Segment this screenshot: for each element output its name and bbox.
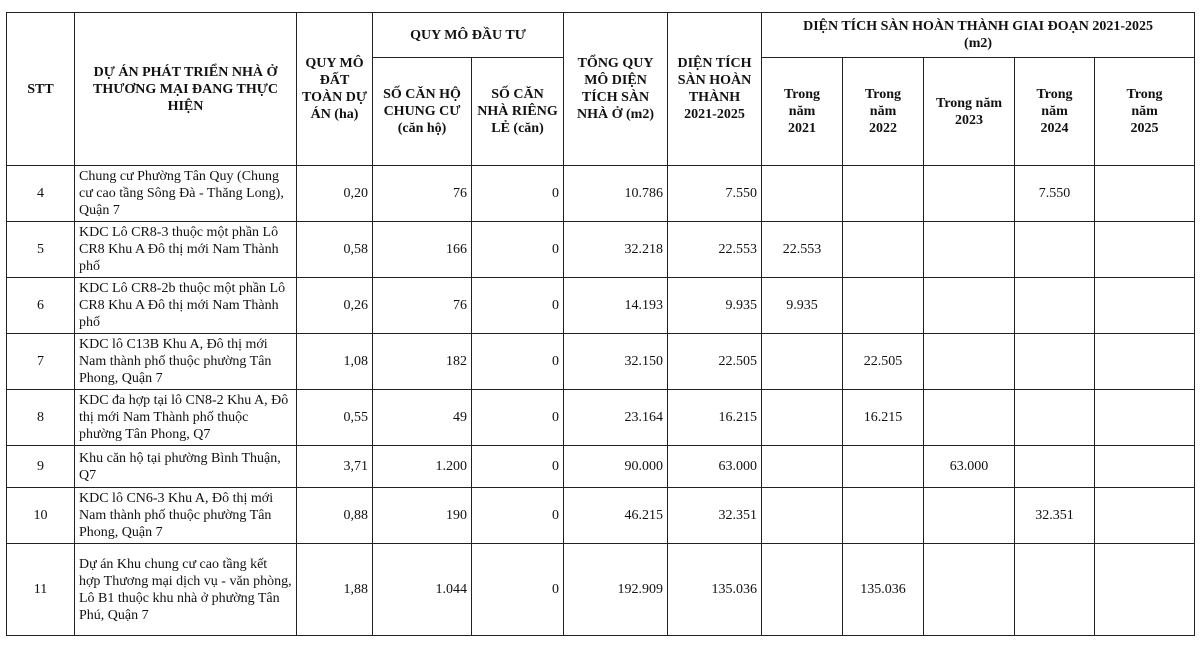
cell-year-2021: 22.553 — [762, 222, 843, 278]
cell-land-scale: 1,08 — [297, 334, 373, 390]
header-year-2025: Trong năm 2025 — [1095, 58, 1195, 166]
cell-private-houses: 0 — [472, 390, 564, 446]
cell-year-2025 — [1095, 278, 1195, 334]
cell-total-floor-area: 23.164 — [564, 390, 668, 446]
cell-project-name: KDC lô CN6-3 Khu A, Đô thị mới Nam thành phố thuộc phường Tân Phong, Quận 7 — [75, 488, 297, 544]
cell-project-name: KDC Lô CR8-2b thuộc một phần Lô CR8 Khu A Đô thị mới Nam Thành phố — [75, 278, 297, 334]
table-header — [7, 13, 1195, 166]
cell-year-2021: 9.935 — [762, 278, 843, 334]
header-stt: STT — [7, 13, 75, 166]
cell-year-2023 — [924, 544, 1015, 636]
cell-stt: 5 — [7, 222, 75, 278]
cell-year-2025 — [1095, 446, 1195, 488]
cell-year-2022: 16.215 — [843, 390, 924, 446]
cell-year-2024 — [1015, 222, 1095, 278]
table-row — [7, 446, 1195, 488]
cell-apartments: 182 — [373, 334, 472, 390]
cell-project-name: KDC lô C13B Khu A, Đô thị mới Nam thành phố thuộc phường Tân Phong, Quận 7 — [75, 334, 297, 390]
cell-stt: 8 — [7, 390, 75, 446]
cell-total-floor-area: 90.000 — [564, 446, 668, 488]
cell-apartments: 1.044 — [373, 544, 472, 636]
cell-private-houses: 0 — [472, 334, 564, 390]
cell-total-floor-area: 192.909 — [564, 544, 668, 636]
header-year-2023: Trong năm 2023 — [924, 58, 1015, 166]
cell-year-2023 — [924, 166, 1015, 222]
header-private-houses: SỐ CĂN NHÀ RIÊNG LẺ (căn) — [472, 58, 564, 166]
cell-land-scale: 3,71 — [297, 446, 373, 488]
cell-project-name: Chung cư Phường Tân Quy (Chung cư cao tầng Sông Đà - Thăng Long), Quận 7 — [75, 166, 297, 222]
cell-completed-area: 22.505 — [668, 334, 762, 390]
cell-stt: 11 — [7, 544, 75, 636]
cell-year-2024 — [1015, 390, 1095, 446]
cell-private-houses: 0 — [472, 222, 564, 278]
table-row — [7, 390, 1195, 446]
cell-completed-area: 9.935 — [668, 278, 762, 334]
cell-completed-area: 7.550 — [668, 166, 762, 222]
cell-year-2021 — [762, 446, 843, 488]
cell-total-floor-area: 46.215 — [564, 488, 668, 544]
cell-land-scale: 1,88 — [297, 544, 373, 636]
cell-completed-area: 22.553 — [668, 222, 762, 278]
cell-year-2022 — [843, 488, 924, 544]
cell-year-2021 — [762, 390, 843, 446]
cell-year-2021 — [762, 166, 843, 222]
table-row — [7, 488, 1195, 544]
cell-year-2021 — [762, 488, 843, 544]
table-row — [7, 334, 1195, 390]
cell-year-2025 — [1095, 390, 1195, 446]
header-investment-scale: QUY MÔ ĐẦU TƯ — [373, 13, 564, 58]
cell-year-2023 — [924, 222, 1015, 278]
header-year-2024: Trong năm 2024 — [1015, 58, 1095, 166]
cell-land-scale: 0,26 — [297, 278, 373, 334]
cell-total-floor-area: 10.786 — [564, 166, 668, 222]
cell-apartments: 76 — [373, 278, 472, 334]
cell-apartments: 166 — [373, 222, 472, 278]
cell-private-houses: 0 — [472, 166, 564, 222]
cell-year-2024 — [1015, 278, 1095, 334]
cell-project-name: KDC đa hợp tại lô CN8-2 Khu A, Đô thị mới Nam Thành phố thuộc phường Tân Phong, Q7 — [75, 390, 297, 446]
cell-completed-area: 32.351 — [668, 488, 762, 544]
cell-completed-area: 135.036 — [668, 544, 762, 636]
cell-apartments: 49 — [373, 390, 472, 446]
cell-total-floor-area: 14.193 — [564, 278, 668, 334]
cell-stt: 6 — [7, 278, 75, 334]
cell-year-2025 — [1095, 488, 1195, 544]
cell-apartments: 1.200 — [373, 446, 472, 488]
table-row — [7, 222, 1195, 278]
cell-year-2023: 63.000 — [924, 446, 1015, 488]
cell-stt: 4 — [7, 166, 75, 222]
cell-year-2025 — [1095, 166, 1195, 222]
cell-private-houses: 0 — [472, 544, 564, 636]
cell-year-2024: 32.351 — [1015, 488, 1095, 544]
cell-private-houses: 0 — [472, 446, 564, 488]
header-completed-area: DIỆN TÍCH SÀN HOÀN THÀNH 2021-2025 — [668, 13, 762, 166]
cell-year-2023 — [924, 334, 1015, 390]
cell-year-2021 — [762, 334, 843, 390]
cell-land-scale: 0,20 — [297, 166, 373, 222]
cell-year-2022: 135.036 — [843, 544, 924, 636]
cell-project-name: Dự án Khu chung cư cao tầng kết hợp Thương mại dịch vụ - văn phòng, Lô B1 thuộc khu nhà ở phường Tân Phú, Quận 7 — [75, 544, 297, 636]
header-year-2021: Trong năm 2021 — [762, 58, 843, 166]
cell-land-scale: 0,58 — [297, 222, 373, 278]
header-apartments: SỐ CĂN HỘ CHUNG CƯ (căn hộ) — [373, 58, 472, 166]
document-sheet — [6, 12, 1194, 636]
cell-year-2022: 22.505 — [843, 334, 924, 390]
cell-total-floor-area: 32.218 — [564, 222, 668, 278]
cell-year-2024: 7.550 — [1015, 166, 1095, 222]
cell-private-houses: 0 — [472, 488, 564, 544]
cell-completed-area: 63.000 — [668, 446, 762, 488]
cell-year-2023 — [924, 278, 1015, 334]
cell-project-name: KDC Lô CR8-3 thuộc một phần Lô CR8 Khu A Đô thị mới Nam Thành phố — [75, 222, 297, 278]
cell-year-2021 — [762, 544, 843, 636]
cell-year-2024 — [1015, 544, 1095, 636]
header-total-floor-area: TỔNG QUY MÔ DIỆN TÍCH SÀN NHÀ Ở (m2) — [564, 13, 668, 166]
cell-completed-area: 16.215 — [668, 390, 762, 446]
cell-stt: 9 — [7, 446, 75, 488]
cell-apartments: 76 — [373, 166, 472, 222]
cell-stt: 10 — [7, 488, 75, 544]
cell-year-2023 — [924, 390, 1015, 446]
cell-year-2023 — [924, 488, 1015, 544]
header-completed-by-period: DIỆN TÍCH SÀN HOÀN THÀNH GIAI ĐOẠN 2021-2025 (m2) — [762, 13, 1195, 58]
cell-year-2024 — [1015, 446, 1095, 488]
header-project: DỰ ÁN PHÁT TRIỂN NHÀ Ở THƯƠNG MẠI ĐANG THỰC HIỆN — [75, 13, 297, 166]
header-year-2022: Trong năm 2022 — [843, 58, 924, 166]
cell-project-name: Khu căn hộ tại phường Bình Thuận, Q7 — [75, 446, 297, 488]
cell-land-scale: 0,88 — [297, 488, 373, 544]
table-row — [7, 278, 1195, 334]
cell-year-2022 — [843, 278, 924, 334]
cell-year-2025 — [1095, 334, 1195, 390]
cell-land-scale: 0,55 — [297, 390, 373, 446]
cell-year-2025 — [1095, 222, 1195, 278]
header-land-scale: QUY MÔ ĐẤT TOÀN DỰ ÁN (ha) — [297, 13, 373, 166]
cell-year-2022 — [843, 222, 924, 278]
table-row — [7, 166, 1195, 222]
housing-projects-table — [6, 12, 1195, 636]
cell-stt: 7 — [7, 334, 75, 390]
table-body — [7, 166, 1195, 636]
cell-year-2022 — [843, 446, 924, 488]
cell-year-2022 — [843, 166, 924, 222]
cell-year-2024 — [1015, 334, 1095, 390]
cell-total-floor-area: 32.150 — [564, 334, 668, 390]
table-row — [7, 544, 1195, 636]
cell-apartments: 190 — [373, 488, 472, 544]
cell-year-2025 — [1095, 544, 1195, 636]
cell-private-houses: 0 — [472, 278, 564, 334]
